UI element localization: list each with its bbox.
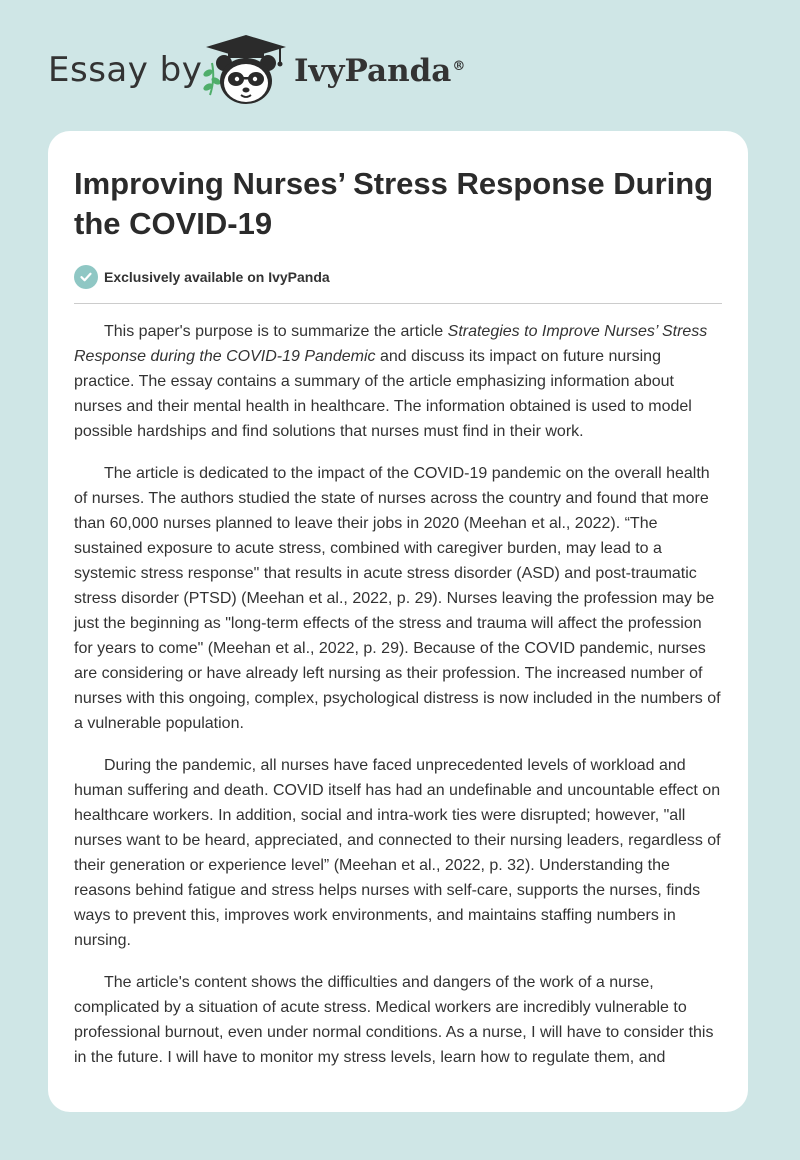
paragraph: The article is dedicated to the impact of the COVID-19 pandemic on the overall health of nurses. The authors studied the state of nurses across the country and found that more than 60,000 nurses planned to leave their jobs in 2020 (Meehan et al., 2022). “The sustained exposure to acute stress, combined with caregiver burden, may lead to a systemic stress response" that results in acute stress disorder (ASD) and post-traumatic stress disorder (PTSD) (Meehan et al., 2022, p. 29). Nurses leaving the profession may be just the beginning as "long-term effects of the stress and trauma will affect the profession for years to come" (Meehan et al., 2022, p. 29). Because of the COVID pandemic, nurses are considering or have already left nursing as their profession. The increased number of nurses with this ongoing, complex, psychological distress is now included in the numbers of a vulnerable population. <box>74 465 721 732</box>
paragraph: The article's content shows the difficulties and dangers of the work of a nurse, complicated by a situation of acute stress. Medical workers are incredibly vulnerable to professional burnout, even under normal conditions. As a nurse, I will have to consider this in the future. I will have to monitor my stress levels, learn how to regulate them, and <box>74 974 714 1066</box>
paragraph: During the pandemic, all nurses have faced unprecedented levels of workload and human suffering and death. COVID itself has had an undefinable and uncountable effect on healthcare workers. In addition, social and intra-work ties were disrupted; however, "all nurses want to be heard, appreciated, and connected to their nursing leaders, regardless of their generation or experience level” (Meehan et al., 2022, p. 32). Understanding the reasons behind fatigue and stress helps nurses with self-care, supports the nurses, finds ways to prevent this, improves work environments, and maintains staffing numbers in nursing. <box>74 757 721 949</box>
brand-name-text: IvyPanda <box>294 53 452 89</box>
exclusive-badge <box>74 264 330 290</box>
article-title-italic: Strategies to Improve Nurses’ Stress Response during the COVID-19 Pandemic <box>74 323 708 365</box>
ivypanda-brand[interactable] <box>294 53 465 89</box>
check-icon <box>74 265 98 289</box>
essay-card <box>48 131 748 1112</box>
essay-body <box>74 319 724 1087</box>
paragraph <box>74 319 724 444</box>
essay-by-label: Essay by <box>48 50 203 90</box>
badge-label: Exclusively available on IvyPanda <box>104 269 330 285</box>
paragraph-lead: This paper's purpose is to summarize the article <box>104 323 448 340</box>
site-header <box>0 0 800 130</box>
divider <box>74 303 722 304</box>
panda-logo-icon[interactable] <box>200 33 290 108</box>
page-title: Improving Nurses’ Stress Response During the COVID-19 <box>74 166 714 241</box>
registered-mark: ® <box>452 58 466 74</box>
paragraph-tail: and discuss its impact on future nursing practice. The essay contains a summary of the article emphasizing information about nurses and their mental health in healthcare. The information obtained is used to model possible hardships and find solutions that nurses must find in their work. <box>74 348 692 440</box>
